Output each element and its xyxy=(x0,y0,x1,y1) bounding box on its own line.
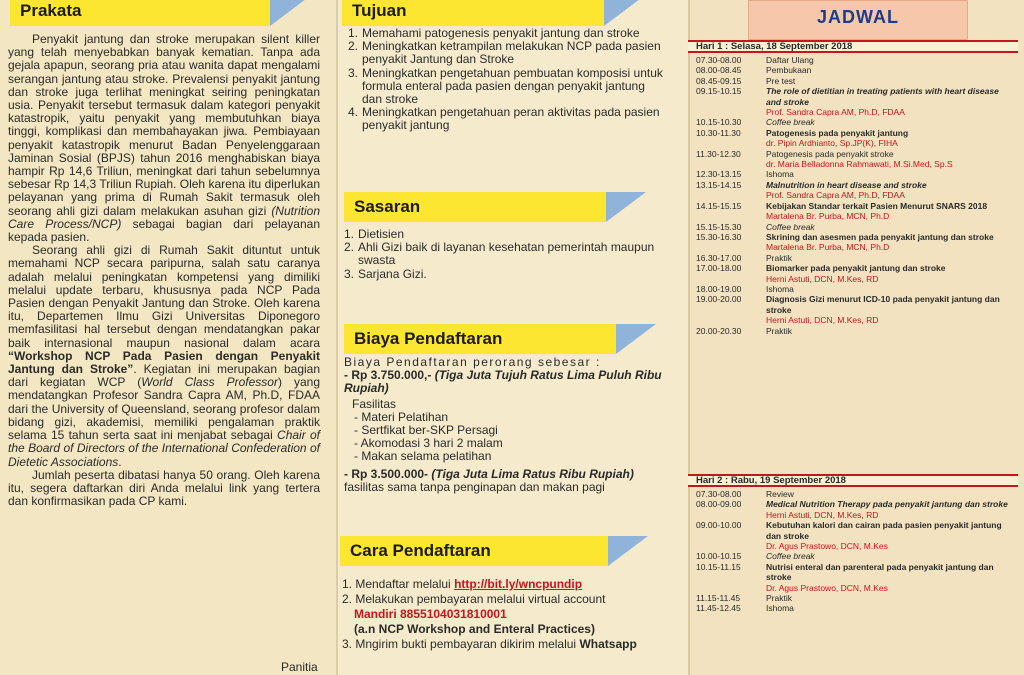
schedule-row xyxy=(696,86,1014,117)
schedule-row xyxy=(696,326,1014,336)
schedule-activity: Ishoma xyxy=(766,169,794,180)
schedule-activity: Ishoma xyxy=(766,603,794,614)
schedule-row xyxy=(696,128,1014,149)
fold-line xyxy=(336,0,338,675)
cara-text: 1. Mendaftar melalui http://bit.ly/wncpundip 2. Melakukan pembayaran melalui virtual account Mandiri 8855104031810001 (a.n NCP Workshop and Enteral Practices) 3. Mngirim bukti pembayaran dikirim melalui Whatsapp xyxy=(342,577,637,651)
prakata-text: Penyakit jantung dan stroke merupakan silent killer yang telah menyebabkan banyak kematian. Tanpa ada gejala apapun, seorang pria atau wanita dapat mengalami serangan jantung atau stroke. Prevalensi penyakit jantung dan stroke juga terlihat meningkat seiring peningkatan usia. Penyakit tersebut termasuk dalam kategori penyakit katastropik, yaitu penyakit yang membutuhkan biaya tinggi, komplikasi dan membahayakan jiwa. Pembiayaan penyakit katastropik menurut Badan Penyelenggaraan Jaminan Sosial (BPJS) tahun 2016 menghabiskan biaya hampir Rp 14,6 Triliun, meningkat dari tahun sebelumnya sebesar Rp 14,3 Triliun Rupiah. Oleh karena itu diperlukan pelayanan yang prima di Rumah Sakit termasuk oleh seorang ahli gizi dalam melakukan asuhan gizi (Nutrition Care Process/NCP) sebagai bagian dari pelayanan kepada pasien. Seorang ahli gizi di Rumah Sakit dituntut untuk memahami NCP secara paripurna, salah satu caranya adalah melalui peningkatan kompetensi yang dimiliki melalui update terbaru, khususnya pada NCP Pada Pasien dengan Penyakit Jantung dan Stroke. Oleh karena itu, Departemen Ilmu Gizi Universitas Diponegoro memfasilitasi hal tersebut dengan mendatangkan pakar baik internasional maupun nasional dalam acara “Workshop NCP Pada Pasien dengan Penyakit Jantung dan Stroke”. Kegiatan ini merupakan bagian dari kegiatan WCP (World Class Professor) yang mendatangkan Profesor Sandra Capra AM, Ph.D, FDAA dari the University of Queensland, seorang profesor dalam bidang gizi, akademisi, memiliki pengalaman praktik selama 15 tahun serta saat ini menjabat sebagai Chair of the Board of Directors of the International Confederation of Dietetic Associations. Jumlah peserta dibatasi hanya 50 orang. Oleh karena itu, segera daftarkan diri Anda melalui link yang tertera dan konfirmasikan pada CP kami. xyxy=(8,32,321,509)
list-item: 3. Meningkatkan pengetahuan pembuatan komposisi untuk formula enteral pada pasien dengan penyakit jantung dan stroke xyxy=(348,65,663,107)
list-item: 1. Dietisien xyxy=(344,227,405,241)
schedule-speaker: Martalena Br. Purba, MCN, Ph.D xyxy=(766,211,890,222)
schedule-time: 13.15-14.15 xyxy=(696,179,742,190)
schedule-time: 11.15-11.45 xyxy=(696,593,741,604)
schedule-activity: Patogenesis pada penyakit stroke xyxy=(766,148,894,159)
signoff: Panitia xyxy=(281,660,318,674)
schedule-time: 09.15-10.15 xyxy=(696,86,742,97)
schedule-activity: The role of dietitian in treating patients with heart disease and stroke xyxy=(766,86,999,107)
schedule-row xyxy=(696,562,1014,593)
schedule-time: 10.15-10.30 xyxy=(696,117,742,128)
schedule-activity: Review xyxy=(766,489,794,499)
schedule-time: 07.30-08.00 xyxy=(696,489,742,499)
schedule-row xyxy=(696,294,1014,325)
schedule-row xyxy=(696,499,1014,520)
schedule-activity: Kebutuhan kalori dan cairan pada pasien penyakit jantung dan stroke xyxy=(766,520,1002,541)
schedule-row xyxy=(696,551,1014,561)
schedule-activity: Coffee break xyxy=(766,117,815,128)
schedule-row xyxy=(696,76,1014,86)
schedule-speaker: dr. Pipin Ardhianto, Sp.JP(K), FIHA xyxy=(766,138,898,149)
schedule-time: 20.00-20.30 xyxy=(696,325,742,336)
schedule-activity: Praktik xyxy=(766,593,792,604)
schedule-row xyxy=(696,201,1014,222)
schedule-speaker: Prof. Sandra Capra AM, Ph.D, FDAA xyxy=(766,190,905,201)
day2-schedule xyxy=(696,489,1014,614)
list-item: 3. Sarjana Gizi. xyxy=(344,266,427,281)
list-item: 1. Memahami patogenesis penyakit jantung dan stroke xyxy=(348,26,640,40)
day1-header: Hari 1 : Selasa, 18 September 2018 xyxy=(688,40,1018,53)
schedule-time: 09.00-10.00 xyxy=(696,520,742,531)
schedule-time: 18.00-19.00 xyxy=(696,283,742,294)
day1-schedule xyxy=(696,55,1014,336)
tujuan-heading: Tujuan xyxy=(342,0,604,26)
schedule-time: 08.00-08.45 xyxy=(696,65,742,76)
jadwal-title: JADWAL xyxy=(817,7,899,27)
schedule-row xyxy=(696,180,1014,201)
schedule-row xyxy=(696,489,1014,499)
cara-heading: Cara Pendaftaran xyxy=(340,536,608,566)
schedule-time: 17.00-18.00 xyxy=(696,263,742,274)
schedule-row xyxy=(696,169,1014,179)
schedule-speaker: Prof. Sandra Capra AM, Ph.D, FDAA xyxy=(766,107,905,118)
schedule-activity: Kebijakan Standar terkait Pasien Menurut SNARS 2018 xyxy=(766,200,988,211)
schedule-activity: Skrining dan asesmen pada penyakit jantung dan stroke xyxy=(766,231,994,242)
schedule-row xyxy=(696,603,1014,613)
schedule-row xyxy=(696,253,1014,263)
schedule-activity: Coffee break xyxy=(766,221,815,232)
list-item: 2. Meningkatkan ketrampilan melakukan NCP pada pasien penyakit Jantung dan Stroke xyxy=(348,39,661,67)
sasaran-list xyxy=(344,228,664,281)
schedule-speaker: Herni Astuti, DCN, M.Kes, RD xyxy=(766,315,879,326)
schedule-row xyxy=(696,55,1014,65)
schedule-row xyxy=(696,149,1014,170)
schedule-time: 07.30-08.00 xyxy=(696,55,742,65)
schedule-speaker: Dr. Agus Prastowo, DCN, M.Kes xyxy=(766,582,888,593)
tujuan-list xyxy=(348,27,668,133)
biaya-heading: Biaya Pendaftaran xyxy=(344,324,616,354)
schedule-time: 16.30-17.00 xyxy=(696,252,742,263)
schedule-time: 19.00-20.00 xyxy=(696,294,742,305)
sasaran-heading: Sasaran xyxy=(344,192,606,222)
schedule-activity: Praktik xyxy=(766,325,792,336)
schedule-speaker: dr. Maria Belladonna Rahmawati, M.Si.Med, Sp.S xyxy=(766,159,953,170)
schedule-activity: Pembukaan xyxy=(766,65,812,76)
schedule-activity: Medical Nutrition Therapy pada penyakit jantung dan stroke xyxy=(766,499,1008,510)
schedule-speaker: Dr. Agus Prastowo, DCN, M.Kes xyxy=(766,541,888,552)
schedule-row xyxy=(696,232,1014,253)
schedule-time: 12.30-13.15 xyxy=(696,169,742,180)
schedule-time: 08.00-09.00 xyxy=(696,499,742,510)
schedule-activity: Malnutrition in heart disease and stroke xyxy=(766,179,927,190)
schedule-row xyxy=(696,117,1014,127)
schedule-activity: Ishoma xyxy=(766,283,794,294)
fold-line xyxy=(688,0,690,675)
schedule-activity: Nutrisi enteral dan parenteral pada penyakit jantung dan stroke xyxy=(766,561,994,583)
biaya-text: Biaya Pendaftaran perorang sebesar : - Rp 3.750.000,- (Tiga Juta Tujuh Ratus Lima Puluh Ribu Rupiah) Fasilitas - Materi Pelatihan - Sertfikat ber-SKP Persagi - Akomodasi 3 hari 2 malam - Makan selama pelatihan - Rp 3.500.000- (Tiga Juta Lima Ratus Ribu Rupiah) fasilitas sama tanpa penginapan dan makan pagi xyxy=(344,355,662,494)
prakata-heading: Prakata xyxy=(10,0,270,26)
schedule-row xyxy=(696,593,1014,603)
registration-link[interactable]: http://bit.ly/wncpundip xyxy=(454,577,583,591)
schedule-activity: Patogenesis pada penyakit jantung xyxy=(766,127,909,138)
schedule-time: 10.00-10.15 xyxy=(696,551,742,562)
schedule-row xyxy=(696,520,1014,551)
schedule-time: 10.30-11.30 xyxy=(696,127,741,138)
schedule-row xyxy=(696,263,1014,284)
schedule-speaker: Herni Astuti, DCN, M.Kes, RD xyxy=(766,273,879,284)
schedule-row xyxy=(696,65,1014,75)
list-item: 2. Ahli Gizi baik di layanan kesehatan pemerintah maupun swasta xyxy=(344,240,655,268)
schedule-time: 15.15-15.30 xyxy=(696,221,742,232)
schedule-activity: Pre test xyxy=(766,75,796,86)
day2-header: Hari 2 : Rabu, 19 September 2018 xyxy=(688,474,1018,487)
schedule-row xyxy=(696,284,1014,294)
schedule-activity: Daftar Ulang xyxy=(766,55,814,65)
schedule-activity: Biomarker pada penyakit jantung dan stroke xyxy=(766,263,946,274)
schedule-activity: Diagnosis Gizi menurut ICD-10 pada penyakit jantung dan stroke xyxy=(766,294,1000,315)
schedule-time: 10.15-11.15 xyxy=(696,561,741,572)
schedule-speaker: Martalena Br. Purba, MCN, Ph.D xyxy=(766,242,890,253)
schedule-time: 11.45-12.45 xyxy=(696,603,741,614)
schedule-row xyxy=(696,222,1014,232)
schedule-activity: Praktik xyxy=(766,252,792,263)
schedule-time: 14.15-15.15 xyxy=(696,200,742,211)
schedule-speaker: Herni Astuti, DCN, M.Kes, RD xyxy=(766,509,879,520)
list-item: 4. Meningkatkan pengetahuan peran aktivitas pada pasien penyakit jantung xyxy=(348,105,660,133)
jadwal-banner xyxy=(748,0,968,40)
schedule-time: 08.45-09.15 xyxy=(696,75,742,86)
schedule-time: 15.30-16.30 xyxy=(696,231,742,242)
schedule-activity: Coffee break xyxy=(766,551,815,562)
schedule-time: 11.30-12.30 xyxy=(696,148,741,159)
